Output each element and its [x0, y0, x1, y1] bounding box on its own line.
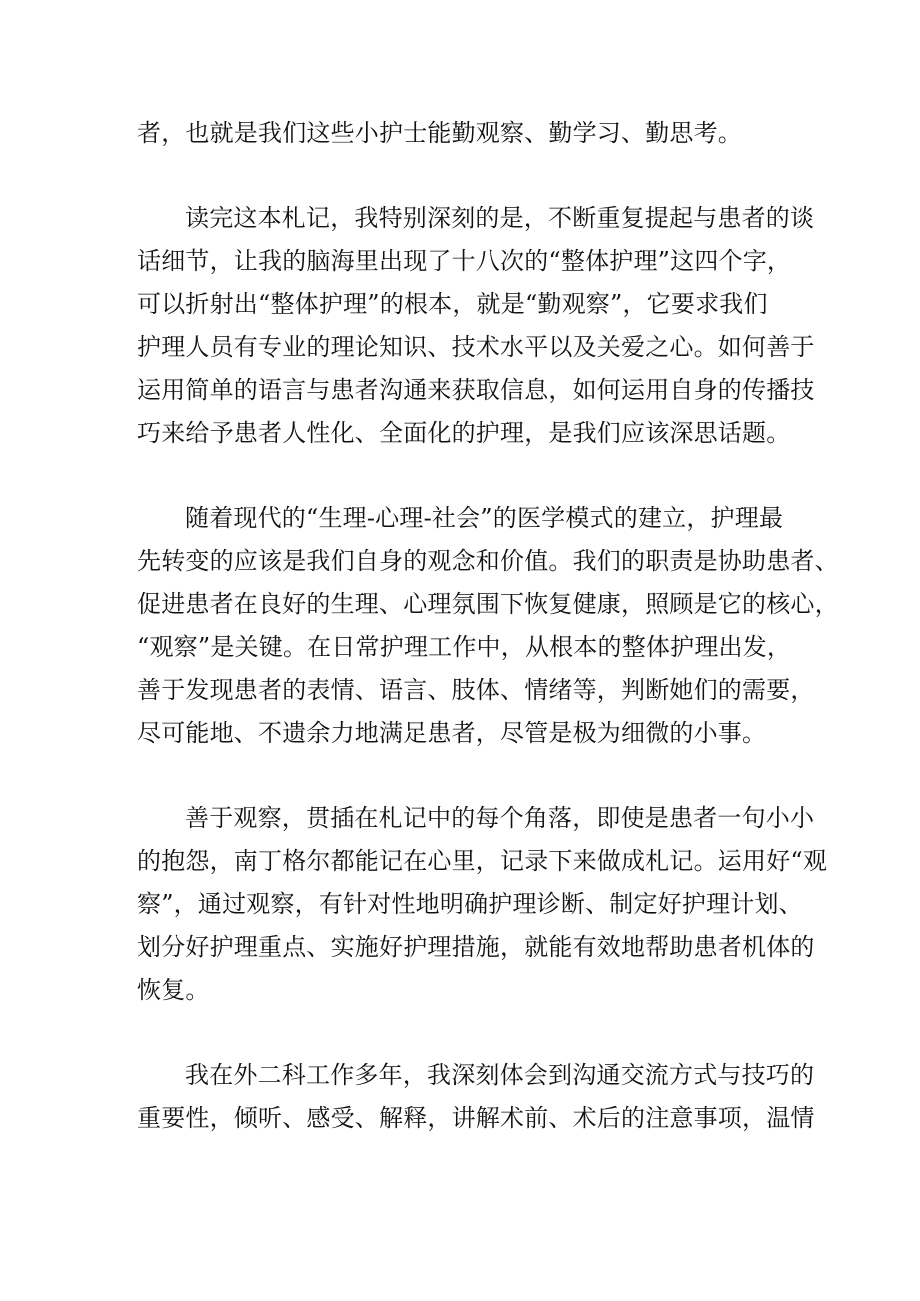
paragraph-2-line-2: 话细节，让我的脑海里出现了十八次的“整体护理”这四个字， [137, 247, 792, 275]
paragraph-2-line-5: 运用简单的语言与患者沟通来获取信息，如何运用自身的传播技 [137, 376, 815, 404]
paragraph-4-line-2: 的抱怨，南丁格尔都能记在心里，记录下来做成札记。运用好“观 [137, 847, 828, 875]
paragraph-4-line-1: 善于观察，贯插在札记中的每个角落，即使是患者一句小小 [185, 804, 815, 832]
paragraph-5-line-1: 我在外二科工作多年，我深刻体会到沟通交流方式与技巧的 [185, 1061, 815, 1089]
paragraph-4-line-5: 恢复。 [137, 976, 210, 1004]
paragraph-3-line-1: 随着现代的“生理-心理-社会”的医学模式的建立，护理最 [185, 504, 784, 532]
paragraph-2-line-4: 护理人员有专业的理论知识、技术水平以及关爱之心。如何善于 [137, 333, 815, 361]
paragraph-5-line-2: 重要性，倾听、感受、解释，讲解术前、术后的注意事项，温情 [137, 1104, 815, 1132]
paragraph-4-line-4: 划分好护理重点、实施好护理措施，就能有效地帮助患者机体的 [137, 933, 815, 961]
paragraph-2-line-1: 读完这本札记，我特别深刻的是，不断重复提起与患者的谈 [185, 204, 815, 232]
paragraph-3-line-6: 尽可能地、不遗余力地满足患者，尽管是极为细微的小事。 [137, 719, 767, 747]
paragraph-3-line-4: “观察”是关键。在日常护理工作中，从根本的整体护理出发， [137, 633, 792, 661]
paragraph-3-line-2: 先转变的应该是我们自身的观念和价值。我们的职责是协助患者、 [137, 547, 839, 575]
paragraph-2-line-6: 巧来给予患者人性化、全面化的护理，是我们应该深思话题。 [137, 419, 791, 447]
paragraph-4-line-3: 察”，通过观察，有针对性地明确护理诊断、制定好护理计划、 [137, 890, 803, 918]
paragraph-3-line-5: 善于发现患者的表情、语言、肢体、情绪等，判断她们的需要， [137, 676, 815, 704]
paragraph-2-line-3: 可以折射出“整体护理”的根本，就是“勤观察”，它要求我们 [137, 290, 768, 318]
paragraph-3-line-3: 促进患者在良好的生理、心理氛围下恢复健康，照顾是它的核心， [137, 590, 839, 618]
paragraph-1-line-1: 者，也就是我们这些小护士能勤观察、勤学习、勤思考。 [137, 119, 742, 147]
